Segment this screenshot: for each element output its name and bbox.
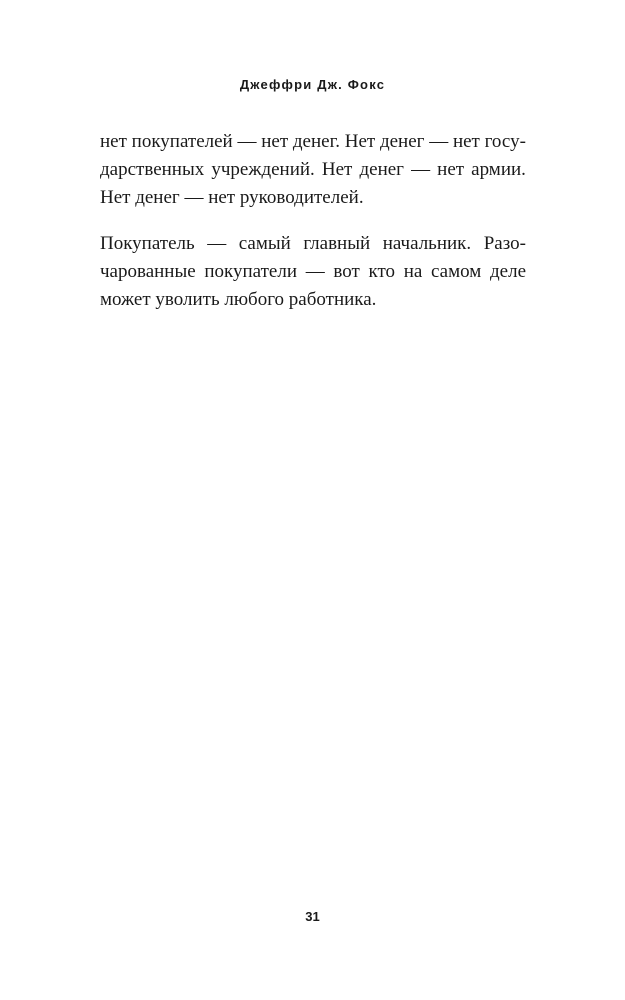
word: нет	[437, 159, 465, 180]
word: покупатели	[204, 261, 297, 282]
word: Нет	[344, 131, 376, 152]
word: —	[411, 159, 431, 180]
word: деле	[489, 261, 526, 282]
word: чарованные	[100, 261, 196, 282]
paragraph-2	[100, 230, 526, 314]
word: денег	[379, 131, 425, 152]
page-number: 31	[305, 909, 320, 924]
body-text	[100, 128, 526, 332]
word: главный	[303, 233, 371, 254]
word: Нет	[321, 159, 353, 180]
text-line: может уволить любого работника.	[100, 289, 377, 310]
word: госу-	[484, 131, 526, 152]
word: Покупатель	[100, 233, 195, 254]
word: —	[429, 131, 449, 152]
word: на	[403, 261, 423, 282]
word: —	[237, 131, 257, 152]
word: учреждений.	[211, 159, 315, 180]
word: денег	[359, 159, 404, 180]
word: Разо-	[483, 233, 526, 254]
word: покупателей	[131, 131, 233, 152]
text-line	[100, 156, 526, 184]
word: дарственных	[100, 159, 205, 180]
word: —	[207, 233, 227, 254]
text-line	[100, 128, 526, 156]
text-line	[100, 258, 526, 286]
text-line: Нет денег — нет руководителей.	[100, 187, 364, 208]
word: нет	[452, 131, 480, 152]
running-header: Джеффри Дж. Фокс	[239, 77, 386, 92]
word: самый	[238, 233, 291, 254]
paragraph-1	[100, 128, 526, 212]
word: самом	[431, 261, 482, 282]
word: начальник.	[382, 233, 472, 254]
text-line	[100, 230, 526, 258]
word: денег.	[292, 131, 340, 152]
word: кто	[368, 261, 396, 282]
word: нет	[261, 131, 289, 152]
word: —	[305, 261, 325, 282]
word: вот	[333, 261, 360, 282]
word: нет	[100, 131, 127, 152]
word: армии.	[471, 159, 526, 180]
